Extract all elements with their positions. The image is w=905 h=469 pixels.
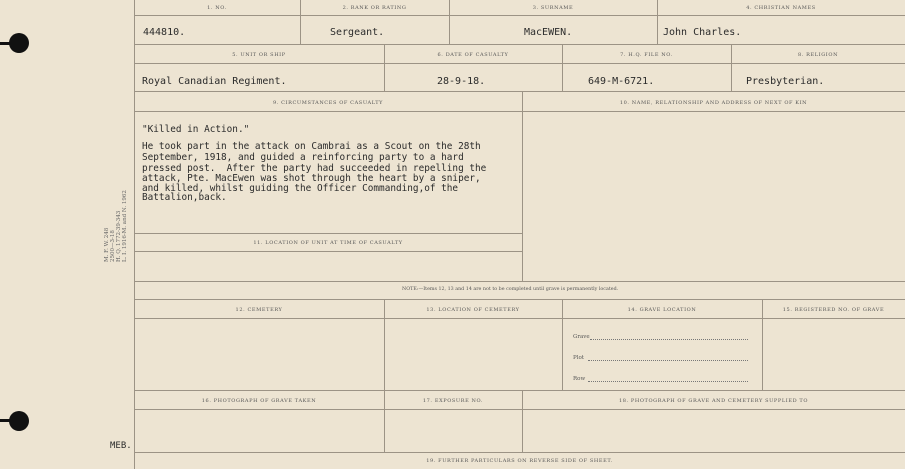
row1-bottom-line bbox=[134, 44, 905, 45]
header-rank: 2. RANK OR RATING bbox=[342, 5, 407, 11]
grave-field-line bbox=[590, 339, 748, 341]
header-further-particulars: 19. FURTHER PARTICULARS ON REVERSE SIDE OF SHEET. bbox=[426, 458, 613, 464]
note-top-line bbox=[134, 281, 905, 282]
header-religion: 8. RELIGION bbox=[797, 52, 839, 58]
row-field-line bbox=[588, 381, 748, 383]
circumstances-line-6: Battalion,back. bbox=[142, 192, 227, 203]
value-rank: Sergeant. bbox=[330, 27, 385, 38]
header-surname: 3. SURNAME bbox=[532, 5, 574, 11]
row4-bottom-line bbox=[134, 390, 905, 391]
circumstances-line-4: attack, Pte. MacEwen was shot through the heart by a sniper, bbox=[142, 173, 481, 184]
header-unit: 5. UNIT OR SHIP bbox=[232, 52, 286, 58]
punch-hole-bottom bbox=[9, 411, 29, 431]
header-location-unit: 11. LOCATION OF UNIT AT TIME OF CASUALTY bbox=[253, 240, 403, 246]
punch-hole-top bbox=[9, 33, 29, 53]
circumstances-line-2: September, 1918, and guided a reinforcing party to a hard bbox=[142, 152, 464, 163]
row-field-label: Row bbox=[573, 376, 586, 382]
clerk-initials: MEB. bbox=[110, 441, 132, 451]
circumstances-line-3: pressed post. After the party had succeeded in repelling the bbox=[142, 163, 487, 174]
value-unit: Royal Canadian Regiment. bbox=[142, 76, 287, 87]
header-next-of-kin: 10. NAME, RELATIONSHIP AND ADDRESS OF NEXT OF KIN bbox=[619, 100, 808, 106]
header-date-casualty: 6. DATE OF CASUALTY bbox=[437, 52, 509, 58]
header-cemetery: 12. CEMETERY bbox=[235, 307, 283, 313]
row1-header-line bbox=[134, 15, 905, 16]
location-unit-header-line bbox=[134, 251, 522, 252]
value-christian-names: John Charles. bbox=[663, 27, 742, 38]
value-religion: Presbyterian. bbox=[746, 76, 825, 87]
header-grave-location: 14. GRAVE LOCATION bbox=[627, 307, 697, 313]
location-unit-top-line bbox=[134, 233, 522, 234]
value-hq-file: 649-M-6721. bbox=[588, 76, 655, 87]
header-photograph: 16. PHOTOGRAPH OF GRAVE TAKEN bbox=[201, 398, 317, 404]
plot-field-label: Plot bbox=[573, 355, 584, 361]
row2-bottom-line bbox=[134, 91, 905, 92]
header-christian-names: 4. CHRISTIAN NAMES bbox=[746, 5, 816, 11]
header-registered-no: 15. REGISTERED NO. OF GRAVE bbox=[782, 307, 885, 313]
row3-divider bbox=[522, 91, 523, 281]
row4-header-line bbox=[134, 318, 905, 319]
value-date-casualty: 28-9-18. bbox=[437, 76, 486, 87]
grave-field-label: Grave bbox=[573, 334, 590, 340]
header-photo-supplied: 18. PHOTOGRAPH OF GRAVE AND CEMETERY SUPPLIED TO bbox=[618, 398, 809, 404]
form-number-text: M. F. W. 248 2500—3-18 H. Q. 1772-39-343 L. I. 1916-M. and N. 1962 bbox=[104, 190, 128, 262]
circumstances-line-1: He took part in the attack on Cambrai as a Scout on the 28th bbox=[142, 141, 481, 152]
header-location-cemetery: 13. LOCATION OF CEMETERY bbox=[426, 307, 520, 313]
circumstances-heading: "Killed in Action." bbox=[142, 124, 250, 135]
note-text: NOTE:—Items 12, 13 and 14 are not to be completed until grave is permanently located. bbox=[402, 287, 619, 292]
row3-header-line bbox=[134, 111, 905, 112]
row5-bottom-line bbox=[134, 452, 905, 453]
row2-header-line bbox=[134, 63, 905, 64]
note-bottom-line bbox=[134, 299, 905, 300]
value-no: 444810. bbox=[143, 27, 186, 38]
header-exposure: 17. EXPOSURE NO. bbox=[422, 398, 484, 404]
header-hq-file: 7. H.Q. FILE NO. bbox=[620, 52, 673, 58]
header-circumstances: 9. CIRCUMSTANCES OF CASUALTY bbox=[272, 100, 384, 106]
circumstances-line-5: and killed, whilst guiding the Officer Commanding,of the bbox=[142, 183, 459, 194]
plot-field-line bbox=[588, 360, 748, 362]
row5-header-line bbox=[134, 409, 905, 410]
value-surname: MacEWEN. bbox=[524, 27, 573, 38]
header-no: 1. NO. bbox=[207, 5, 227, 11]
